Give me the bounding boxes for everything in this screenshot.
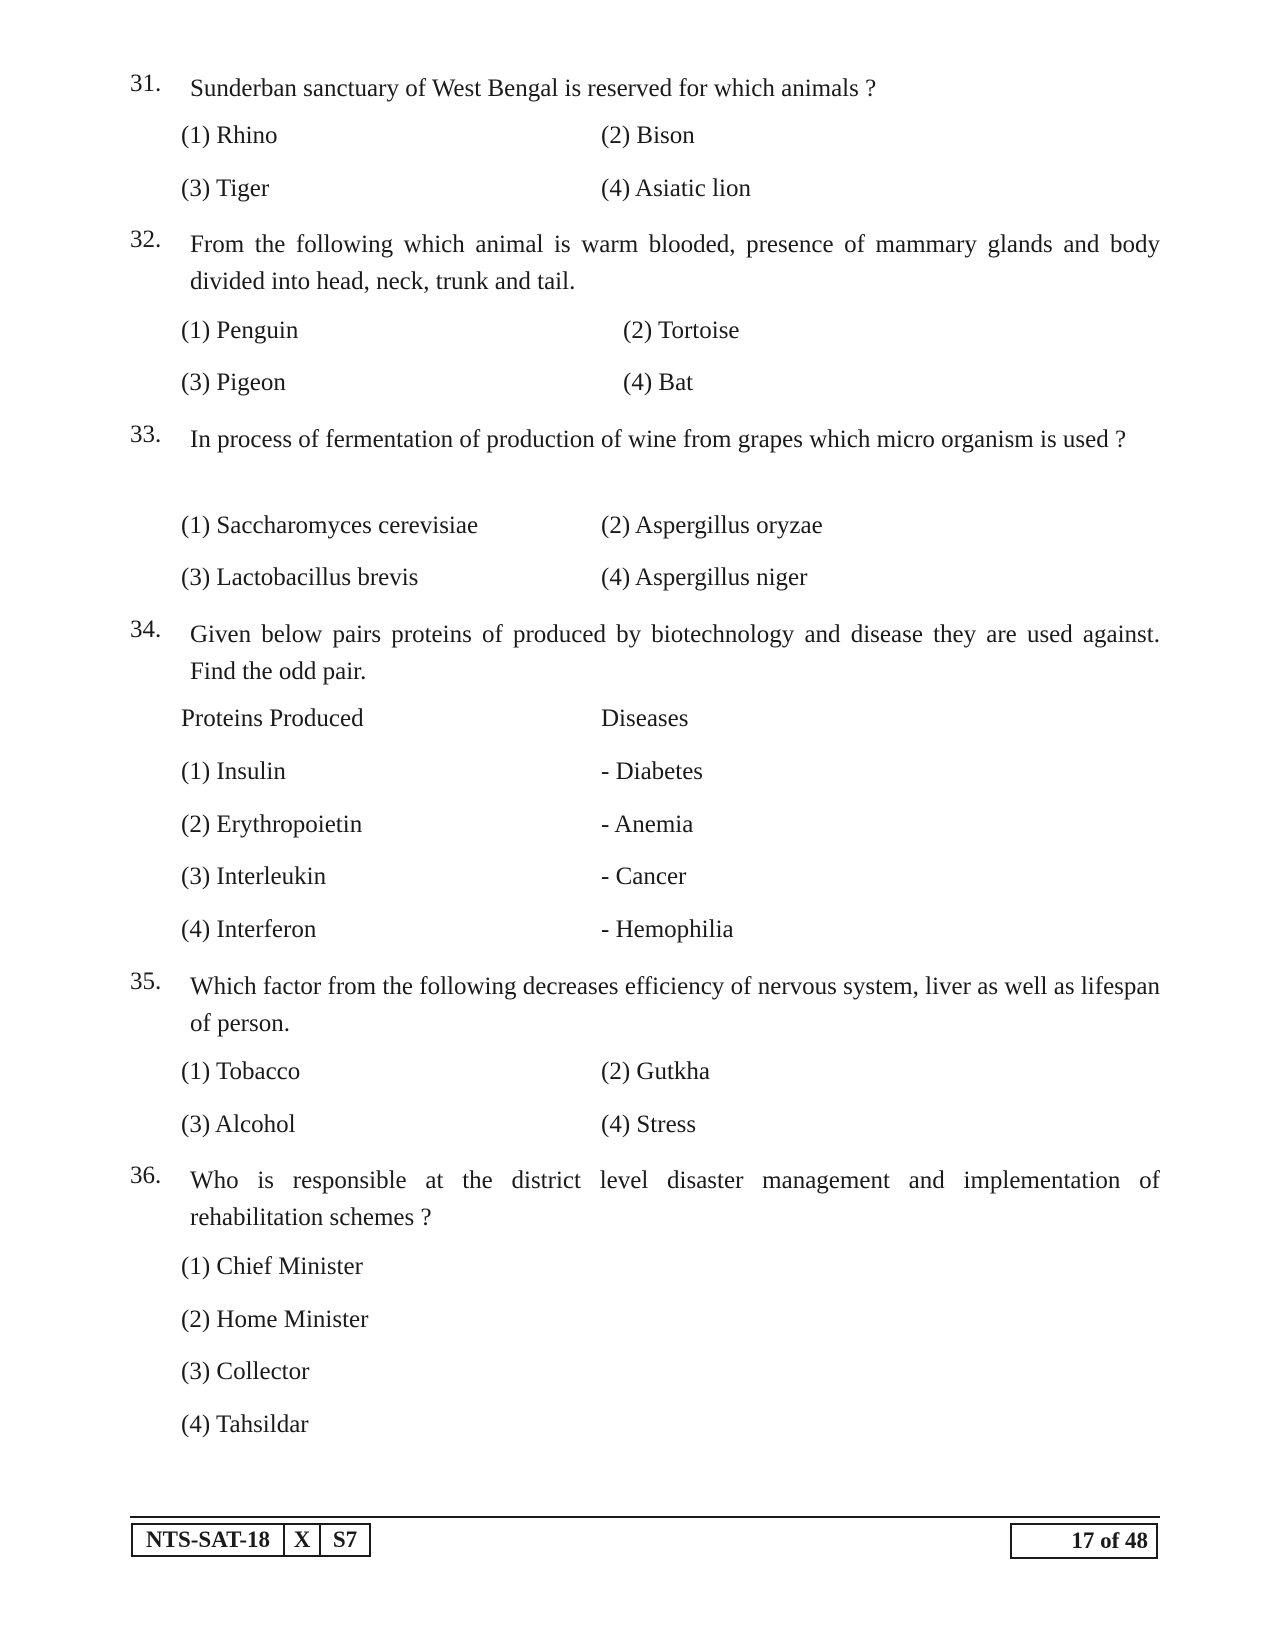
question-number: 32. xyxy=(130,226,162,253)
option-4: (4) Aspergillus niger xyxy=(601,564,808,591)
class-code: X xyxy=(285,1525,321,1555)
table-cell-protein: (4) Interferon xyxy=(181,916,317,943)
option-4: (4) Bat xyxy=(623,369,694,396)
question-number: 34. xyxy=(130,616,162,643)
footer-divider xyxy=(130,1516,1160,1518)
table-cell-protein: (3) Interleukin xyxy=(181,863,327,890)
table-header-diseases: Diseases xyxy=(601,705,689,732)
table-cell-disease: - Anemia xyxy=(601,811,694,838)
option-3: (3) Pigeon xyxy=(181,369,286,396)
option-1: (1) Tobacco xyxy=(181,1058,301,1085)
table-cell-disease: - Diabetes xyxy=(601,758,704,785)
option-4: (4) Asiatic lion xyxy=(601,175,751,202)
option-1: (1) Chief Minister xyxy=(181,1253,363,1280)
option-2: (2) Tortoise xyxy=(623,317,740,344)
table-cell-protein: (2) Erythropoietin xyxy=(181,811,363,838)
question-text: Which factor from the following decreases efficiency of nervous system, liver as well as lifespan of person. xyxy=(190,973,1160,1037)
option-4: (4) Stress xyxy=(601,1111,697,1138)
option-1: (1) Rhino xyxy=(181,122,278,149)
question-text: Sunderban sanctuary of West Bengal is reserved for which animals ? xyxy=(190,75,877,102)
set-code: S7 xyxy=(332,1527,358,1552)
option-2: (2) Bison xyxy=(601,122,695,149)
option-1: (1) Penguin xyxy=(181,317,299,344)
question-text: In process of fermentation of production of wine from grapes which micro organism is used ? xyxy=(190,426,1127,453)
table-cell-disease: - Cancer xyxy=(601,863,687,890)
option-3: (3) Collector xyxy=(181,1358,310,1385)
table-cell-protein: (1) Insulin xyxy=(181,758,286,785)
question-number: 31. xyxy=(130,70,162,97)
question-text: From the following which animal is warm blooded, presence of mammary glands and body divided into head, neck, trunk and tail. xyxy=(190,231,1160,295)
question-number: 36. xyxy=(130,1162,162,1189)
page-number: 17 of 48 xyxy=(1010,1523,1158,1559)
option-4: (4) Tahsildar xyxy=(181,1411,309,1438)
table-cell-disease: - Hemophilia xyxy=(601,916,734,943)
option-2: (2) Aspergillus oryzae xyxy=(601,512,823,539)
option-3: (3) Tiger xyxy=(181,175,270,202)
question-number: 33. xyxy=(130,421,162,448)
option-2: (2) Gutkha xyxy=(601,1058,710,1085)
option-3: (3) Alcohol xyxy=(181,1111,296,1138)
question-text: Given below pairs proteins of produced by biotechnology and disease they are used against. Find the odd pair. xyxy=(190,621,1160,685)
option-3: (3) Lactobacillus brevis xyxy=(181,564,419,591)
paper-code: NTS-SAT-18 xyxy=(133,1525,285,1555)
question-number: 35. xyxy=(130,968,162,995)
option-1: (1) Saccharomyces cerevisiae xyxy=(181,512,479,539)
question-text: Who is responsible at the district level disaster management and implementation of rehabilitation schemes ? xyxy=(190,1167,1160,1231)
option-2: (2) Home Minister xyxy=(181,1306,369,1333)
table-header-proteins: Proteins Produced xyxy=(181,705,364,732)
paper-code-box xyxy=(131,1523,371,1557)
